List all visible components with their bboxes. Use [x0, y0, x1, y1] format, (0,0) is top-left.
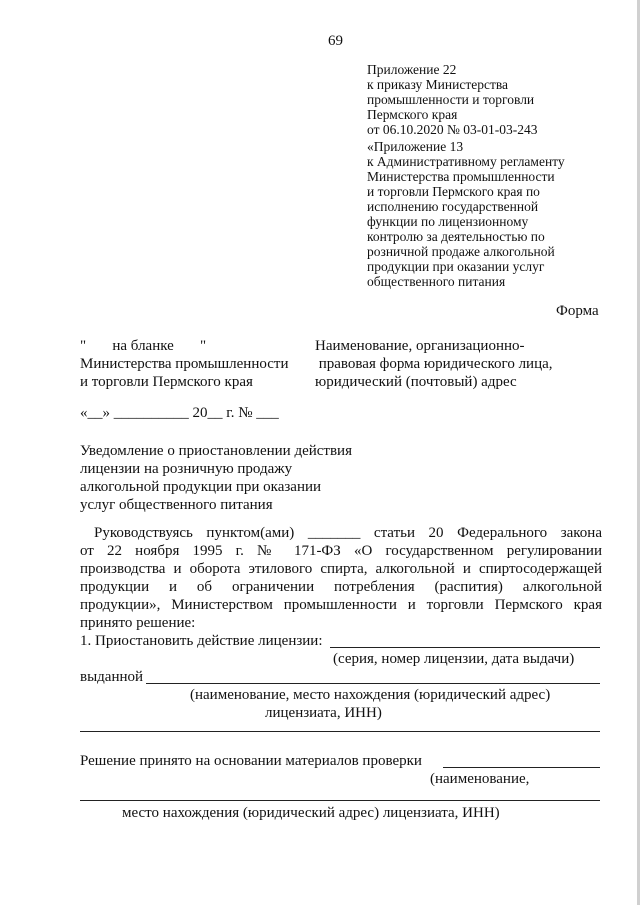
appendix-13-line: «Приложение 13	[367, 139, 464, 154]
issued-caption-1: (наименование, место нахождения (юридический адрес)	[190, 687, 551, 703]
item-1-caption: (серия, номер лицензии, дата выдачи)	[333, 651, 575, 667]
blank-line-1: " на бланке "	[80, 338, 207, 354]
body-line: производства и оборота этилового спирта, алкогольной и спиртосодержащей	[80, 561, 602, 577]
appendix-13-line: продукции при оказании услуг	[367, 259, 545, 274]
body-paragraph	[80, 524, 602, 632]
inspection-blank-line-2[interactable]	[80, 800, 600, 801]
addressee-line-1: Наименование, организационно-	[315, 338, 525, 354]
notice-title-line: лицензии на розничную продажу	[80, 461, 293, 477]
addressee-line-3: юридический (почтовый) адрес	[315, 374, 517, 390]
appendix-13-line: исполнению государственной	[367, 199, 539, 214]
appendix-13-line: к Административному регламенту	[367, 154, 565, 169]
appendix-22-line: к приказу Министерства	[367, 77, 509, 92]
appendix-22-block	[367, 62, 537, 137]
addressee-block	[315, 337, 553, 391]
item-1-label: 1. Приостановить действие лицензии:	[80, 633, 323, 649]
addressee-line-2: правовая форма юридического лица,	[315, 356, 553, 372]
appendix-13-line: Министерства промышленности	[367, 169, 555, 184]
inspection-blank-line[interactable]	[443, 767, 600, 768]
body-line: от 22 ноября 1995 г. № 171-ФЗ «О государственном регулировании	[80, 543, 602, 559]
issued-blank-line[interactable]	[146, 683, 600, 684]
appendix-13-line: контролю за деятельностью по	[367, 229, 545, 244]
body-line: продукции и об ограничении потребления (распития) алкогольной	[80, 579, 602, 595]
license-blank-line[interactable]	[330, 647, 600, 648]
decision-label: Решение принято на основании материалов проверки	[80, 753, 422, 769]
appendix-22-line: Приложение 22	[367, 62, 457, 77]
page-number: 69	[328, 33, 343, 49]
appendix-13-block	[367, 139, 565, 289]
date-number-line: «__» __________ 20__ г. № ___	[80, 405, 279, 421]
blank-block	[80, 337, 288, 391]
decision-caption-2: место нахождения (юридический адрес) лицензиата, ИНН)	[122, 805, 500, 821]
decision-caption-1: (наименование,	[430, 771, 530, 787]
notice-title-line: услуг общественного питания	[80, 497, 273, 513]
body-line: Руководствуясь пунктом(ами) _______ статьи 20 Федерального закона	[94, 525, 602, 541]
appendix-13-line: функции по лицензионному	[367, 214, 529, 229]
appendix-13-line: розничной продаже алкогольной	[367, 244, 555, 259]
issued-caption-2: лицензиата, ИНН)	[265, 705, 382, 721]
appendix-13-line: общественного питания	[367, 274, 506, 289]
blank-line-3: и торговли Пермского края	[80, 374, 253, 390]
notice-title-line: алкогольной продукции при оказании	[80, 479, 322, 495]
notice-title	[80, 442, 352, 514]
appendix-22-line: от 06.10.2020 № 03-01-03-243	[367, 122, 538, 137]
issued-blank-line-2[interactable]	[80, 731, 600, 732]
body-line: принято решение:	[80, 615, 196, 631]
appendix-22-line: Пермского края	[367, 107, 458, 122]
appendix-22-line: промышленности и торговли	[367, 92, 535, 107]
body-line: продукции», Министерством промышленности и торговли Пермского края	[80, 597, 602, 613]
form-label: Форма	[556, 303, 599, 319]
issued-label: выданной	[80, 669, 144, 685]
notice-title-line: Уведомление о приостановлении действия	[80, 443, 352, 459]
appendix-13-line: и торговли Пермского края по	[367, 184, 540, 199]
blank-line-2: Министерства промышленности	[80, 356, 289, 372]
